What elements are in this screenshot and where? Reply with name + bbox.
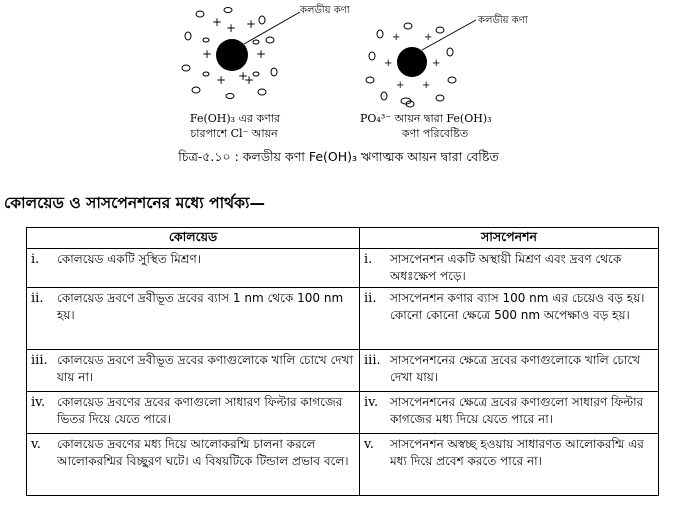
right-caption-line2: কণা পরিবেষ্টিত [401,127,469,140]
table-row [27,249,659,288]
suspension-text: সাসপেনশন কণার ব্যাস 100 nm এর চেয়েও বড় হয়। কোনো কোনো ক্ষেত্রে 500 nm অপেক্ষাও বড় হয়। [390,291,645,322]
left-colloid-particle [182,8,300,99]
suspension-text: সাসপেনশন একটি অস্থায়ী মিশ্রণ এবং দ্রবণ থেকে অধঃক্ষেপ পড়ে। [390,252,622,283]
row-number: ii. [364,291,377,306]
svg-text:+: + [432,58,441,69]
suspension-cell [360,350,659,392]
table-row [27,392,659,434]
right-caption-line1: PO₄³⁻ আয়ন দ্বারা Fe(OH)₃ [360,112,492,125]
row-number: iv. [364,395,379,410]
svg-text:+: + [424,32,433,43]
left-caption-line1: Fe(OH)₃ এর কণার [189,112,281,125]
row-number: v. [364,437,374,452]
header-colloid: কোলয়েড [27,228,360,249]
header-suspension: সাসপেনশন [360,228,659,249]
colloid-cell [27,392,360,434]
suspension-cell [360,249,659,288]
colloid-text: কোলয়েড একটি সুস্থিত মিশ্রণ। [57,252,202,266]
right-colloid-particle [366,20,476,107]
colloid-text: কোলয়েড দ্রবণের মধ্য দিয়ে আলোকরশ্মি চালনা করলে আলোকরশ্মির বিচ্ছুরণ ঘটে। এ বিষয়টিকে টিন্ডাল প্রভাব বলে। [57,437,349,468]
svg-text:+: + [422,80,431,91]
colloid-text: কোলয়েড দ্রবণে দ্রবীভূত দ্রবের কণাগুলোকে খালি চোখে দেখা যায় না। [57,353,353,384]
colloid-cell [27,434,360,496]
table-header-row [27,228,659,249]
suspension-text: সাসপেনশনের ক্ষেত্রে দ্রবের কণাগুলো সাধারণ ফিল্টার কাগজের মধ্য দিয়ে যেতে পারে না। [390,395,644,426]
row-number: i. [31,252,40,267]
colloid-cell [27,249,360,288]
row-number: iii. [364,353,381,368]
svg-text:+: + [392,32,401,43]
svg-text:+: + [226,21,237,35]
svg-text:+: + [244,73,255,87]
table-row [27,434,659,496]
svg-text:+: + [396,80,405,91]
suspension-cell [360,434,659,496]
comparison-table [26,227,659,496]
svg-text:+: + [212,15,223,29]
row-number: i. [364,252,373,267]
svg-text:+: + [238,69,249,83]
row-number: iii. [31,353,48,368]
row-number: ii. [31,291,44,306]
figure-caption: চিত্র-৫.১০ : কলডীয় কণা Fe(OH)₃ ঋণাত্মক আয়ন দ্বারা বেষ্টিত [178,149,499,164]
svg-text:+: + [384,58,393,69]
suspension-text: সাসপেনশনের ক্ষেত্রে দ্রবের কণাগুলোকে খালি চোখে দেখা যায়। [390,353,641,384]
svg-text:+: + [202,47,213,61]
right-particle-label: কলডীয় কণা [478,15,528,26]
left-caption-line2: চারপাশে Cl⁻ আয়ন [190,127,278,140]
svg-text:+: + [256,47,267,61]
section-heading: কোলয়েড ও সাসপেনশনের মধ্যে পার্থক্য— [4,194,265,212]
table-row [27,350,659,392]
colloid-text: কোলয়েড দ্রবণে দ্রবীভূত দ্রবের ব্যাস 1 nm থেকে 100 nm হয়। [57,291,344,322]
table-row [27,288,659,350]
left-particle-label: কলডীয় কণা [300,5,350,16]
row-number: iv. [31,395,46,410]
suspension-cell [360,392,659,434]
suspension-cell [360,288,659,350]
colloid-text: কোলয়েড দ্রবণের দ্রবের কণাগুলো সাধারণ ফিল্টার কাগজের ভিতর দিয়ে যেতে পারে। [57,395,343,426]
colloid-cell [27,350,360,392]
suspension-text: সাসপেনশন অস্বচ্ছ হওয়ায় সাধারণত আলোকরশ্মি এর মধ্য দিয়ে প্রবেশ করতে পারে না। [390,437,644,468]
colloid-figure [0,0,677,150]
svg-text:+: + [246,17,257,31]
colloid-cell [27,288,360,350]
row-number: v. [31,437,41,452]
svg-text:+: + [216,73,227,87]
